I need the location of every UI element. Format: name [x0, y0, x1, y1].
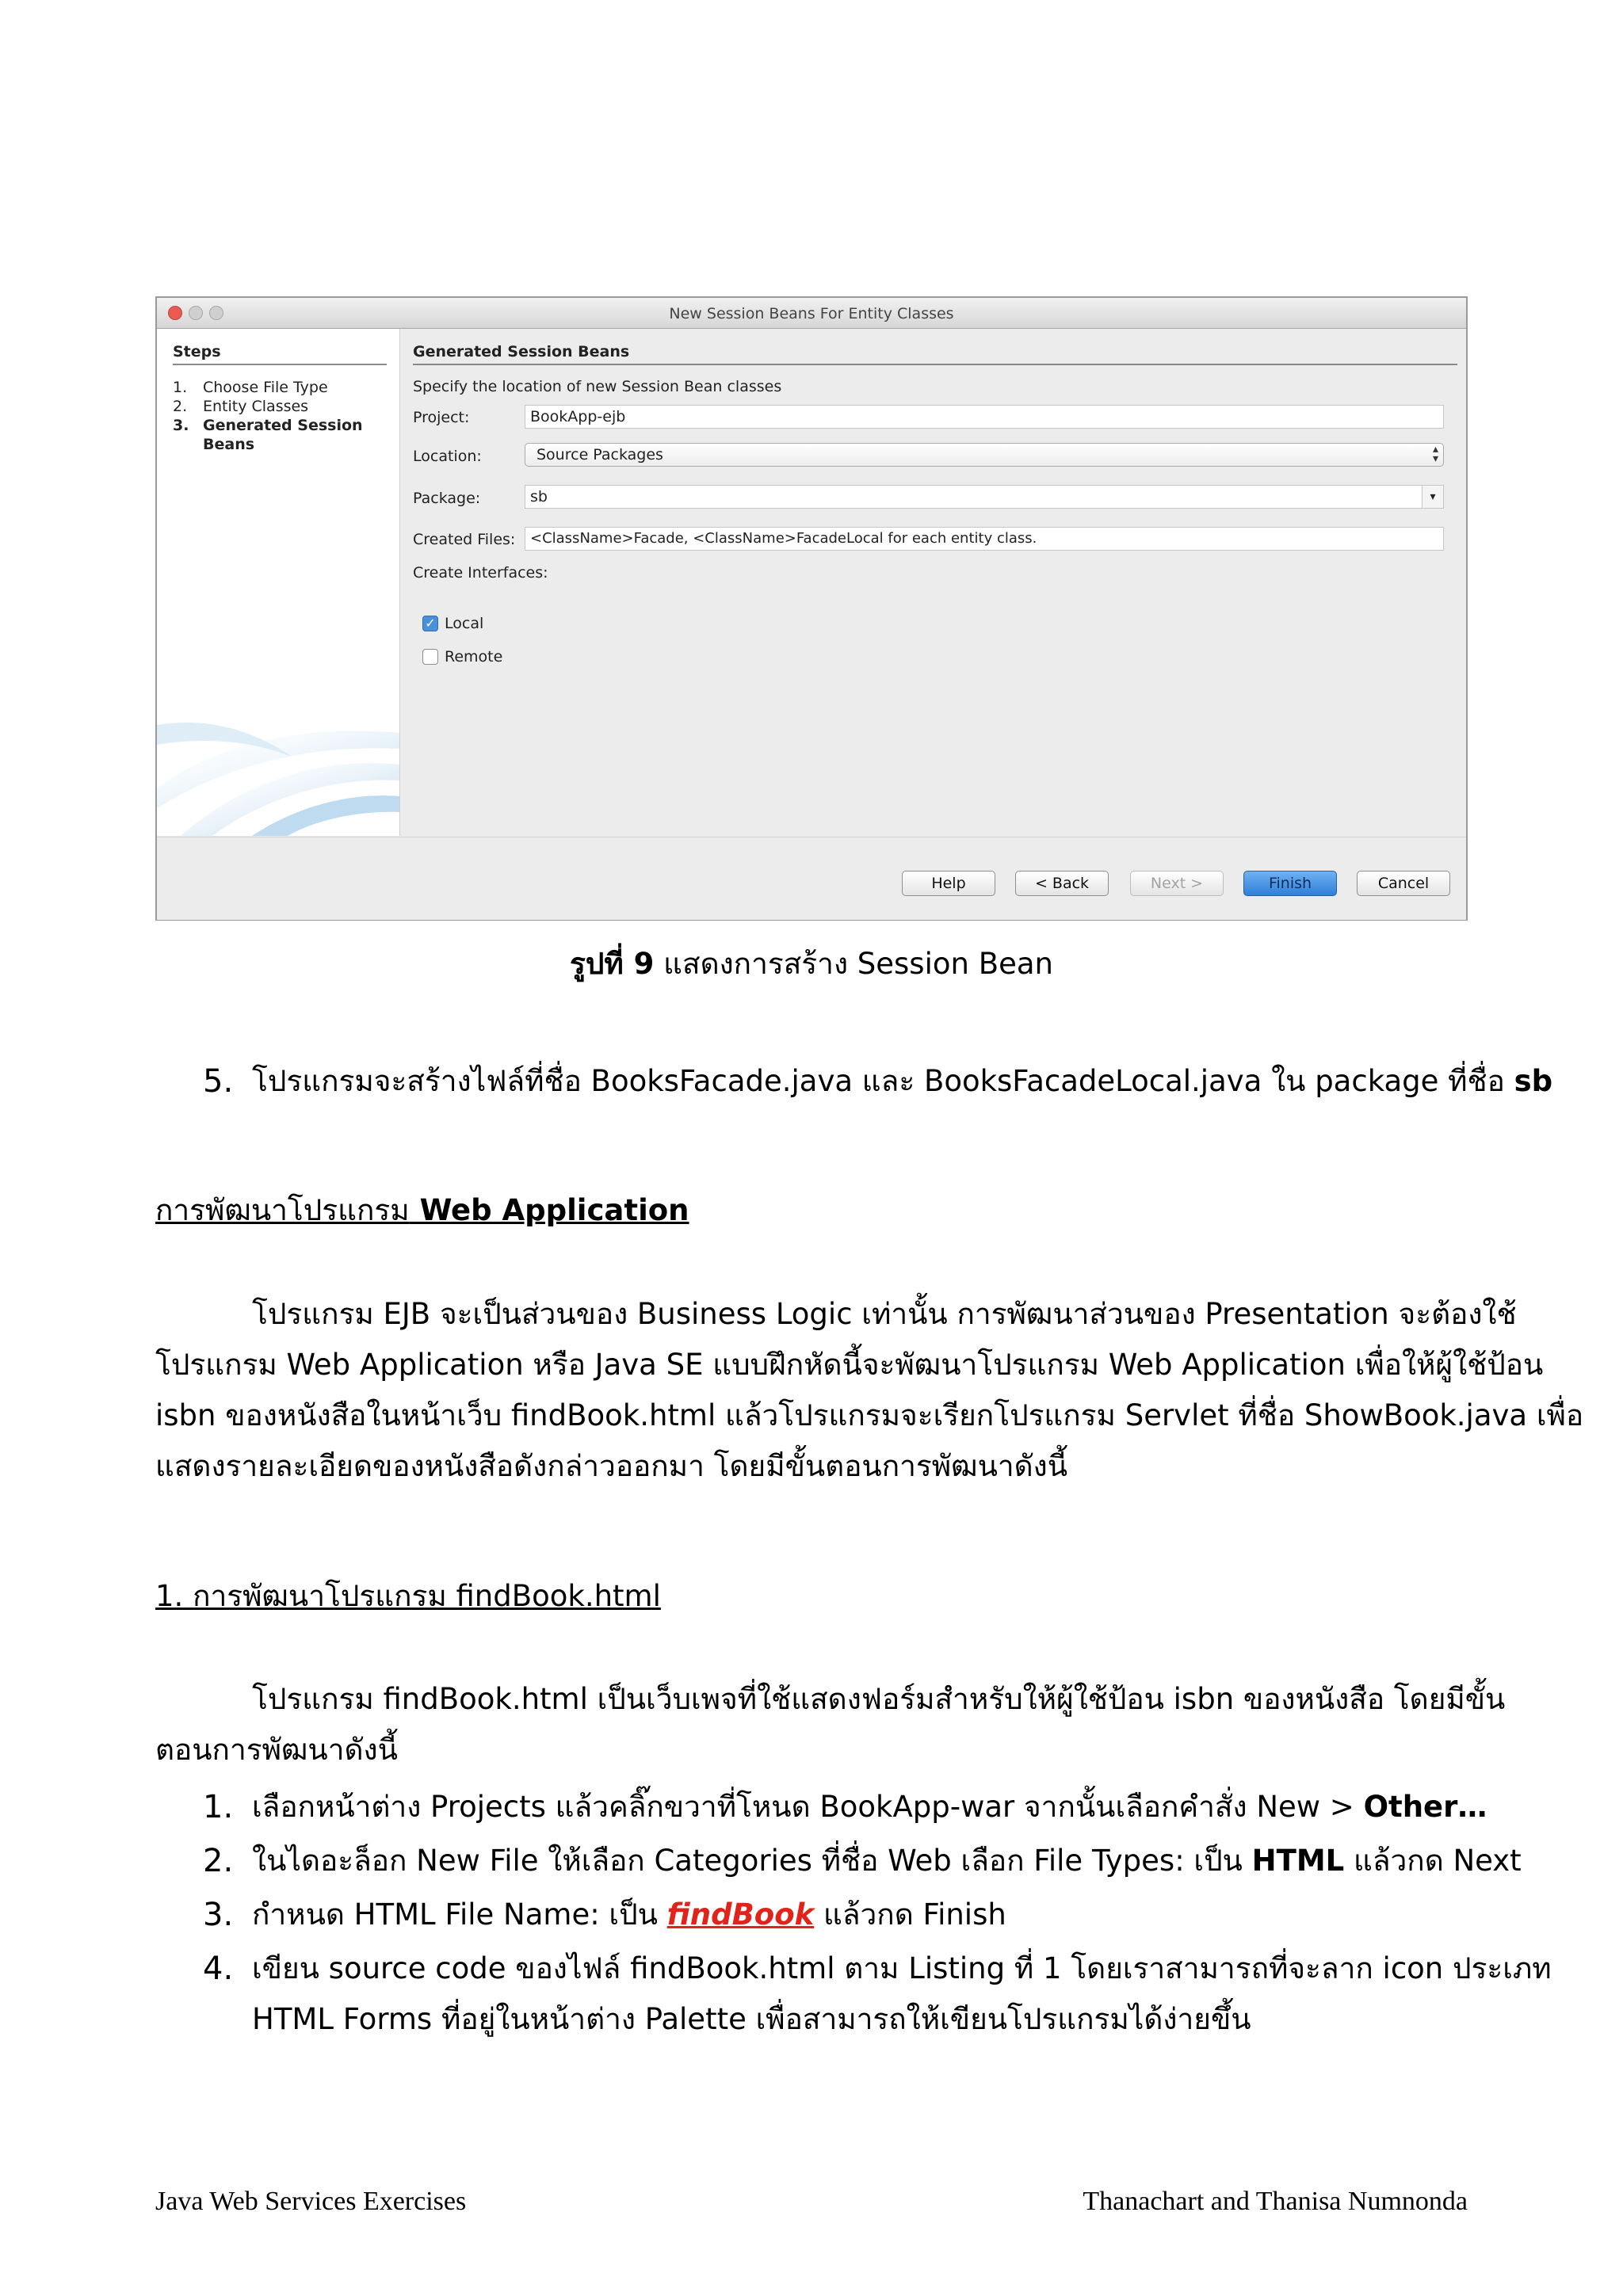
step-number: 2.	[173, 398, 188, 415]
package-combobox[interactable]	[525, 485, 1444, 509]
dialog-title: New Session Beans For Entity Classes	[669, 305, 954, 322]
project-field[interactable]: BookApp-ejb	[525, 405, 1444, 429]
paragraph1-line2: โปรแกรม Web Application หรือ Java SE แบบฝึกหัดนี้จะพัฒนาโปรแกรม Web Application เพื่อให้ผู้ใช้ป้อน	[155, 1348, 1544, 1382]
paragraph1-line1: โปรแกรม EJB จะเป็นส่วนของ Business Logic เท่านั้น การพัฒนาส่วนของ Presentation จะต้องใช้	[252, 1297, 1517, 1331]
step5-text: โปรแกรมจะสร้างไฟล์ที่ชื่อ BooksFacade.java และ BooksFacadeLocal.java ใน package ที่ชื่อ	[252, 1064, 1514, 1098]
chevron-down-icon[interactable]: ▾	[1422, 486, 1443, 508]
create-interfaces-label: Create Interfaces:	[413, 564, 548, 582]
section-heading	[155, 1191, 689, 1230]
footer-left: Java Web Services Exercises	[155, 2187, 467, 2216]
panel-heading: Generated Session Beans	[413, 343, 1457, 365]
step5-content	[252, 1062, 1552, 1101]
location-select[interactable]	[525, 443, 1444, 467]
step-label: Entity Classes	[203, 398, 309, 415]
main-panel	[400, 329, 1466, 836]
list-item-content	[252, 1841, 1522, 1881]
back-button[interactable]: < Back	[1015, 871, 1109, 896]
step-entity-classes	[173, 397, 387, 416]
list-number: 5.	[203, 1063, 234, 1100]
step-number: 3.	[173, 417, 189, 434]
location-label: Location:	[413, 448, 482, 465]
netbeans-swoosh-graphic	[157, 669, 399, 836]
list-item-text: ในไดอะล็อก New File ให้เลือก Categories ที่ชื่อ Web เลือก File Types: เป็น	[252, 1844, 1252, 1878]
step-generated-session-beans-line2	[173, 435, 387, 454]
list-number: 1.	[203, 1789, 234, 1825]
paragraph1-line3: isbn ของหนังสือในหน้าเว็บ findBook.html แล้วโปรแกรมจะเรียกโปรแกรม Servlet ที่ชื่อ ShowBook.java เพื่อ	[155, 1398, 1584, 1432]
step5-package-name: sb	[1514, 1064, 1553, 1098]
finish-button[interactable]: Finish	[1243, 871, 1337, 896]
list-item-text-end: แล้วกด Next	[1344, 1844, 1522, 1878]
list-item-4-line2: HTML Forms ที่อยู่ในหน้าต่าง Palette เพื่อสามารถให้เขียนโปรแกรมได้ง่ายขึ้น	[252, 2002, 1251, 2036]
list-item-text-end: แล้วกด Finish	[814, 1897, 1006, 1932]
created-files-field: <ClassName>Facade, <ClassName>FacadeLocal for each entity class.	[525, 527, 1444, 551]
panel-instruction: Specify the location of new Session Bean classes	[413, 378, 782, 395]
steps-panel	[157, 329, 400, 836]
step-choose-file-type	[173, 378, 387, 397]
list-number: 2.	[203, 1843, 234, 1879]
step-label: Generated Session	[203, 417, 363, 434]
section-heading-bold: Web Application	[409, 1193, 689, 1227]
list-number: 3.	[203, 1897, 234, 1933]
findbook-link[interactable]: findBook	[666, 1897, 815, 1932]
step-label: Beans	[203, 436, 255, 453]
created-files-label: Created Files:	[413, 531, 516, 548]
paragraph1-line4: แสดงรายละเอียดของหนังสือดังกล่าวออกมา โดยมีขั้นตอนการพัฒนาดังนี้	[155, 1449, 1068, 1483]
project-label: Project:	[413, 409, 470, 426]
dialog-titlebar	[157, 298, 1466, 329]
section-heading-thai: การพัฒนาโปรแกรม	[155, 1193, 410, 1227]
cancel-button[interactable]: Cancel	[1357, 871, 1450, 896]
help-button[interactable]: Help	[902, 871, 995, 896]
list-number: 4.	[203, 1951, 234, 1987]
list-item-text: เขียน source code ของไฟล์ findBook.html ตาม Listing ที่ 1 โดยเราสามารถที่จะลาก icon ประเภท	[252, 1951, 1552, 1985]
step-generated-session-beans	[173, 416, 387, 435]
figure-caption-number: รูปที่ 9	[570, 947, 655, 981]
list-item-bold: HTML	[1251, 1844, 1345, 1878]
list-item-text: กำหนด HTML File Name: เป็น	[252, 1897, 667, 1932]
list-item-content	[252, 1895, 1006, 1935]
list-item-bold: Other…	[1363, 1790, 1487, 1824]
remote-label: Remote	[445, 648, 503, 666]
list-item-text: เลือกหน้าต่าง Projects แล้วคลิ๊กขวาที่โหนด BookApp-war จากนั้นเลือกคำสั่ง New >	[252, 1790, 1364, 1824]
step-number: 1.	[173, 379, 188, 396]
local-checkbox[interactable]: ✓	[422, 616, 438, 631]
footer-right: Thanachart and Thanisa Numnonda	[1083, 2187, 1468, 2216]
remote-checkbox[interactable]	[422, 649, 438, 665]
package-label: Package:	[413, 490, 481, 507]
local-label: Local	[445, 615, 484, 632]
figure-caption	[0, 944, 1623, 984]
new-session-beans-dialog	[155, 296, 1468, 921]
dialog-button-bar	[157, 837, 1466, 920]
figure-caption-text: แสดงการสร้าง Session Bean	[654, 947, 1053, 981]
updown-arrows-icon: ▴ ▾	[1432, 443, 1438, 465]
paragraph2-line2: ตอนการพัฒนาดังนี้	[155, 1733, 398, 1767]
paragraph2-line1: โปรแกรม findBook.html เป็นเว็บเพจที่ใช้แสดงฟอร์มสำหรับให้ผู้ใช้ป้อน isbn ของหนังสือ โดยมีขั้น	[252, 1682, 1506, 1716]
step-label: Choose File Type	[203, 379, 328, 396]
steps-heading: Steps	[173, 343, 387, 365]
list-item-content	[252, 1787, 1487, 1827]
next-button[interactable]: Next >	[1130, 871, 1224, 896]
subheading: 1. การพัฒนาโปรแกรม findBook.html	[155, 1579, 661, 1613]
location-value: Source Packages	[537, 446, 663, 463]
package-value: sb	[530, 488, 548, 505]
